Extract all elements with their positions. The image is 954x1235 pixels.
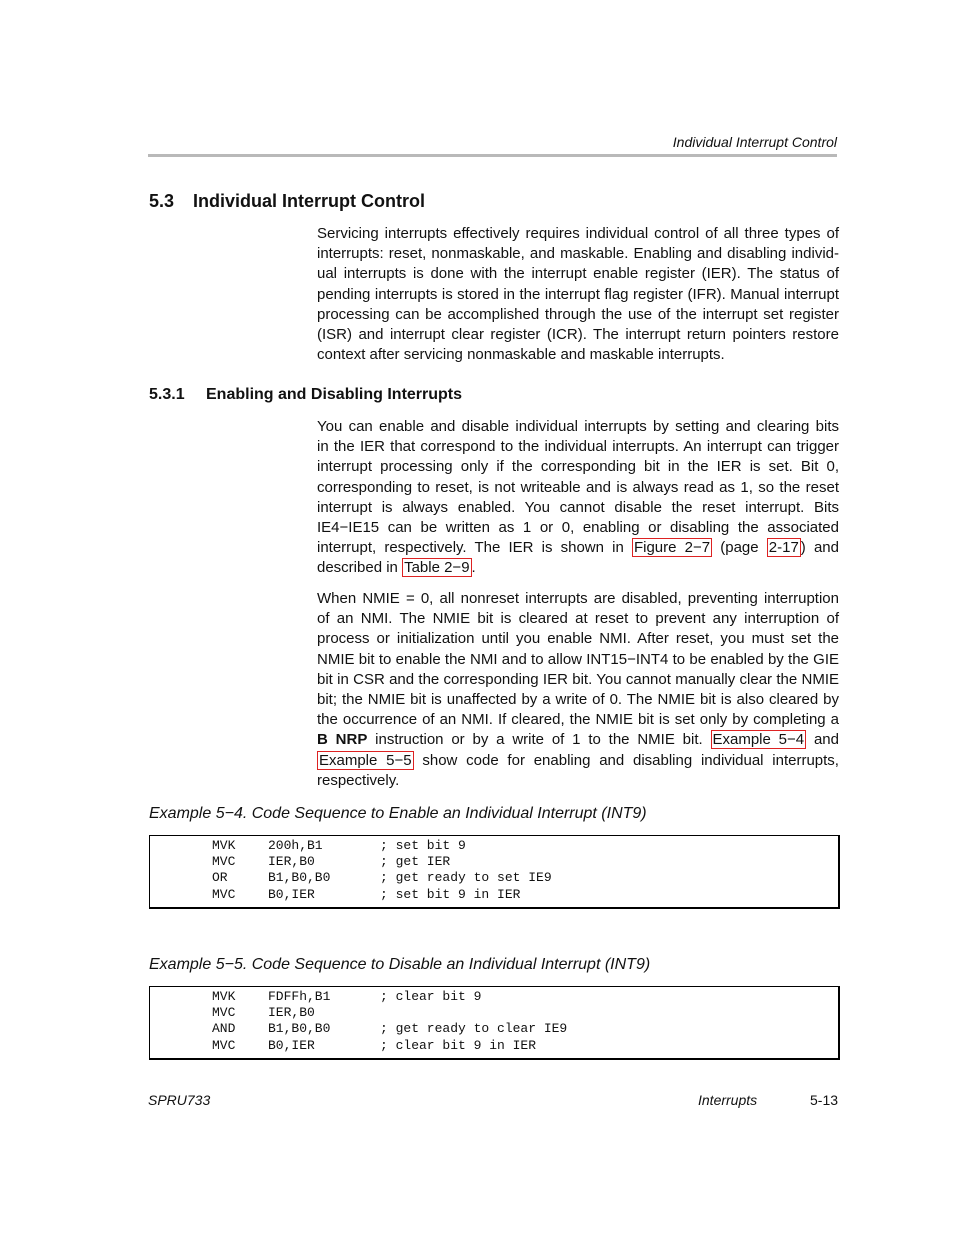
- text-line: interrupt processing only if the corresponding bit in the IER is set. Bit 0,: [317, 458, 839, 476]
- section-title: Individual Interrupt Control: [193, 191, 425, 211]
- text-line: NMIE bit to enable the NMI and to allow INT15−INT4 to be enabled by the GIE: [317, 650, 839, 668]
- text-line: pending interrupts is stored in the interrupt flag register (IFR). Manual interrupt: [317, 285, 839, 303]
- text-line: processing can be accomplished through the use of the interrupt set register: [317, 305, 839, 323]
- code-line: MVK FDFFh,B1 ; clear bit 9: [212, 989, 482, 1004]
- table-link[interactable]: Table 2−9: [404, 559, 470, 577]
- text-line: context after servicing nonmaskable and maskable interrupts.: [317, 346, 725, 364]
- example-5-5-link[interactable]: Example 5−5: [319, 751, 412, 769]
- text-line: respectively.: [317, 771, 400, 789]
- code-line: MVC B0,IER ; set bit 9 in IER: [212, 887, 521, 902]
- example-5-4-link[interactable]: Example 5−4: [712, 731, 805, 749]
- text-line: B NRP instruction or by a write of 1 to the NMIE bit. Example 5−4 and: [317, 731, 839, 749]
- text-line: When NMIE = 0, all nonreset interrupts are disabled, preventing interruption: [317, 590, 839, 607]
- text-line: Example 5−5 show code for enabling and disabling individual interrupts,: [319, 751, 839, 769]
- example-5-5-code-block: [149, 986, 840, 1060]
- text-line: interrupt, respectively. The IER is shown in Figure 2−7 (page 2-17 ) and: [317, 539, 839, 557]
- text-line: process or initialization until you enable NMI. After reset, you must set the: [317, 630, 839, 648]
- subsection-heading: [149, 386, 462, 404]
- text-line: IE4−IE15 can be written as 1 or 0, enabling or disabling the associated: [317, 519, 839, 537]
- example-5-4-code-block: [149, 835, 840, 909]
- text-line: described in Table 2−9 .: [317, 559, 476, 577]
- text-line: Servicing interrupts effectively requires individual control of all three types of: [317, 225, 839, 242]
- code-line: MVC IER,B0: [212, 1005, 315, 1020]
- enable-disable-paragraph: [317, 417, 839, 579]
- intro-paragraph: [317, 224, 839, 365]
- nmie-paragraph: [317, 589, 839, 791]
- figure-link[interactable]: Figure 2−7: [633, 539, 711, 557]
- text-line: interrupts: reset, nonmaskable, and maskable. Enabling and disabling individ-: [317, 245, 839, 263]
- code-line: MVC IER,B0 ; get IER: [212, 854, 451, 869]
- header-rule: [148, 154, 837, 157]
- example-5-4-caption: Example 5−4. Code Sequence to Enable an Individual Interrupt (INT9): [149, 805, 647, 822]
- code-line: MVK 200h,B1 ; set bit 9: [212, 838, 466, 853]
- text-line: bit; the NMIE bit is unaffected by a write of 0. The NMIE bit is also cleared by: [317, 691, 839, 709]
- code-line: MVC B0,IER ; clear bit 9 in IER: [212, 1038, 537, 1053]
- footer-chapter: Interrupts: [698, 1092, 758, 1108]
- text-line: You can enable and disable individual interrupts by setting and clearing bits: [317, 418, 839, 435]
- subsection-title: Enabling and Disabling Interrupts: [206, 386, 463, 403]
- subsection-number: 5.3.1: [149, 386, 185, 403]
- section-heading: [149, 191, 425, 212]
- section-number: 5.3: [149, 191, 175, 211]
- footer-doc-id: SPRU733: [148, 1092, 211, 1108]
- text-line: corresponding to reset, is not writeable and is always read as 1, so the reset: [317, 478, 839, 496]
- text-line: in the IER that correspond to the individual interrupts. An interrupt can trigger: [317, 438, 839, 456]
- running-header: Individual Interrupt Control: [672, 134, 837, 150]
- text-line: ual interrupts is done with the interrupt enable register (IER). The status of: [317, 265, 839, 283]
- text-line: interrupt is always enabled. You cannot disable the reset interrupt. Bits: [317, 498, 839, 516]
- text-line: bit in CSR and the corresponding IER bit. You cannot manually clear the NMIE: [317, 670, 839, 688]
- text-line: of an NMI. The NMIE bit is cleared at reset to prevent any interruption of: [317, 610, 839, 628]
- page-link[interactable]: 2-17: [768, 539, 799, 557]
- text-line: (ISR) and interrupt clear register (ICR). The interrupt return pointers restore: [317, 326, 839, 344]
- instruction-name: B NRP: [317, 731, 368, 749]
- text-line: the occurrence of an NMI. If cleared, the NMIE bit is set only by completing a: [317, 711, 839, 729]
- code-line: OR B1,B0,B0 ; get ready to set IE9: [212, 870, 552, 885]
- code-line: AND B1,B0,B0 ; get ready to clear IE9: [212, 1021, 568, 1036]
- example-5-5-caption: Example 5−5. Code Sequence to Disable an Individual Interrupt (INT9): [149, 956, 651, 973]
- footer-page-number: 5-13: [810, 1092, 839, 1108]
